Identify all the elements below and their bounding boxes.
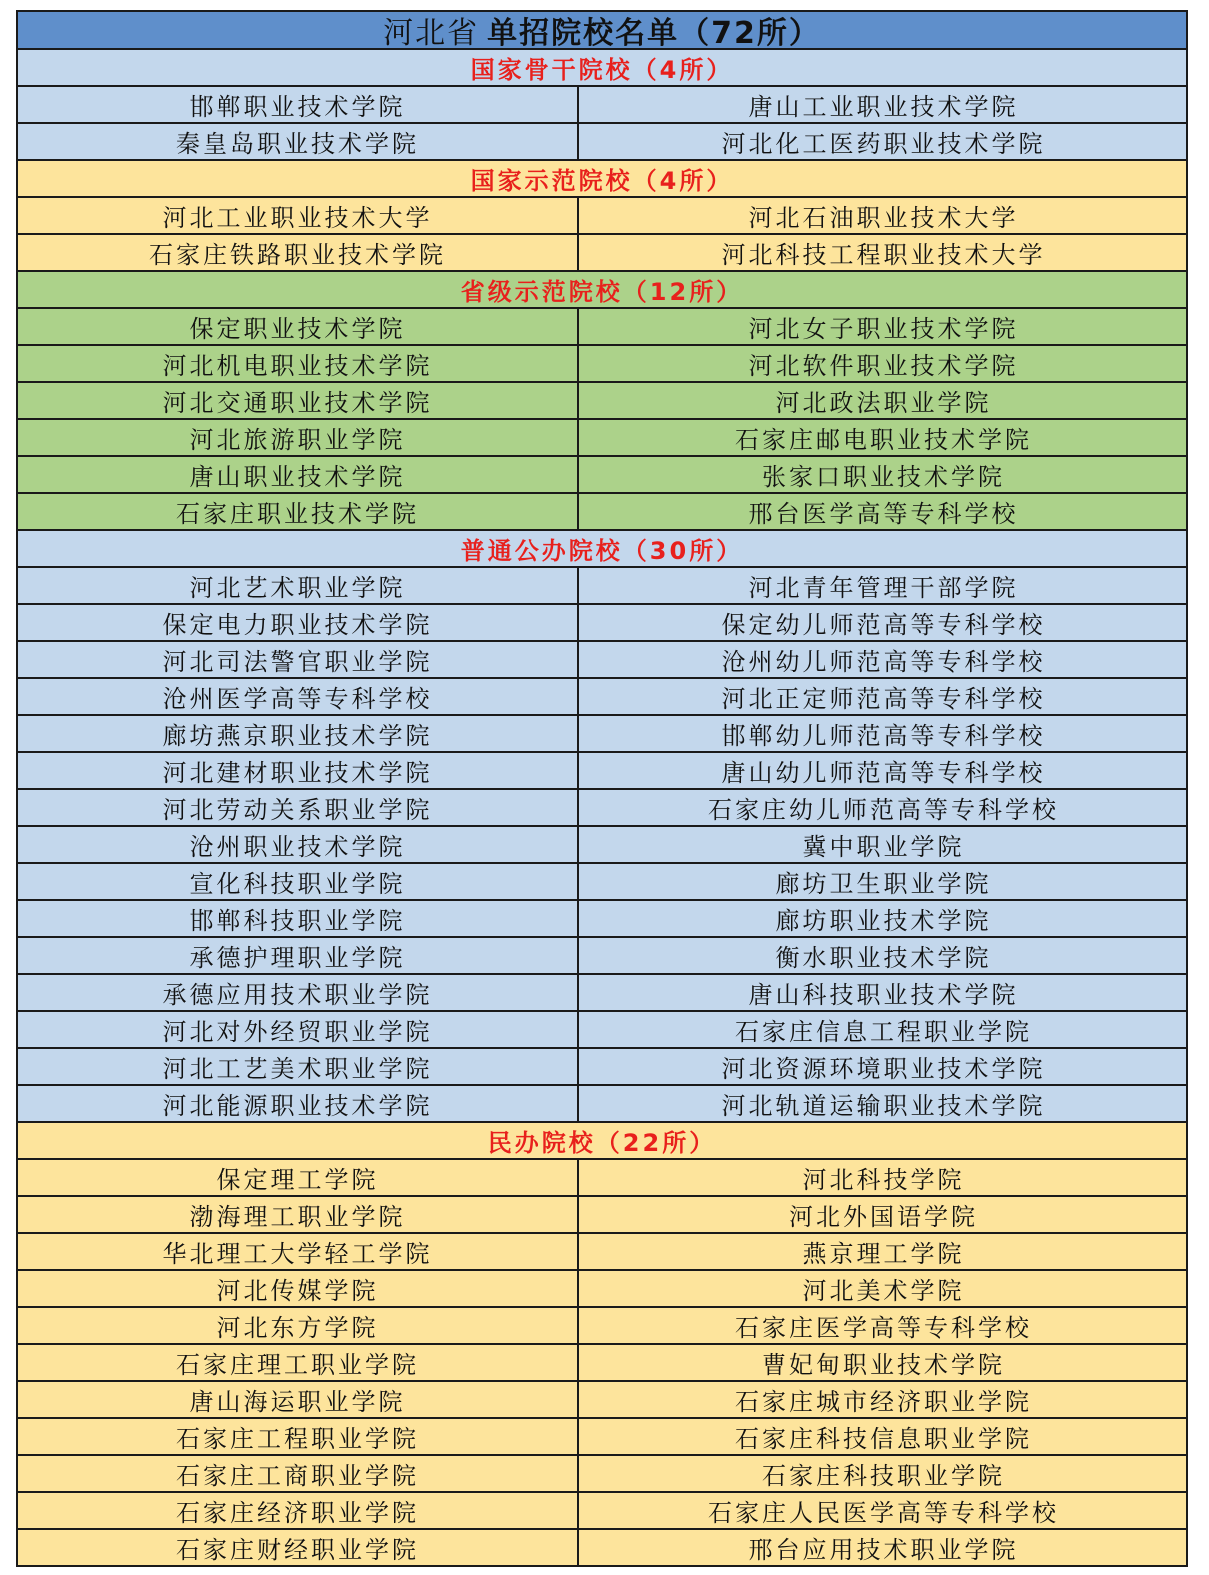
school-name-cell: 承德应用技术职业学院	[18, 975, 579, 1010]
table-row	[18, 1308, 1186, 1345]
school-name-cell: 石家庄工程职业学院	[18, 1419, 579, 1454]
school-name-cell: 河北资源环境职业技术学院	[721, 1055, 1046, 1083]
school-name-cell: 河北软件职业技术学院	[748, 352, 1019, 380]
school-name-cell: 石家庄理工职业学院	[18, 1345, 579, 1380]
title-province: 河北省	[383, 16, 480, 51]
school-name-cell: 石家庄科技职业学院	[762, 1462, 1005, 1490]
school-name-cell: 河北政法职业学院	[775, 389, 992, 417]
table-row	[18, 716, 1186, 753]
table-row	[18, 1049, 1186, 1086]
table-row	[18, 346, 1186, 383]
school-name-cell: 曹妃甸职业技术学院	[762, 1351, 1005, 1379]
school-name-cell: 沧州幼儿师范高等专科学校	[721, 648, 1046, 676]
school-name-cell: 廊坊燕京职业技术学院	[18, 716, 579, 751]
school-name-cell: 河北工艺美术职业学院	[18, 1049, 579, 1084]
table-row	[18, 938, 1186, 975]
school-name-cell: 河北对外经贸职业学院	[18, 1012, 579, 1047]
table-row	[18, 383, 1186, 420]
school-name-cell: 保定理工学院	[18, 1160, 579, 1195]
school-name-cell: 河北女子职业技术学院	[748, 315, 1019, 343]
table-row	[18, 642, 1186, 679]
table-row	[18, 1160, 1186, 1197]
table-row	[18, 679, 1186, 716]
school-name-cell: 石家庄科技信息职业学院	[735, 1425, 1032, 1453]
table-row	[18, 124, 1186, 161]
section-heading: 民办院校（22所）	[18, 1123, 1186, 1160]
table-row	[18, 420, 1186, 457]
table-row	[18, 457, 1186, 494]
school-name-cell: 邢台应用技术职业学院	[748, 1536, 1019, 1564]
title-main: 单招院校名单（72所）	[487, 16, 821, 51]
school-name-cell: 唐山幼儿师范高等专科学校	[721, 759, 1046, 787]
school-name-cell: 张家口职业技术学院	[762, 463, 1005, 491]
school-name-cell: 石家庄城市经济职业学院	[735, 1388, 1032, 1416]
school-name-cell: 河北化工医药职业技术学院	[721, 130, 1046, 158]
school-name-cell: 石家庄人民医学高等专科学校	[708, 1499, 1059, 1527]
school-name-cell: 石家庄信息工程职业学院	[735, 1018, 1032, 1046]
table-row	[18, 309, 1186, 346]
school-name-cell: 河北青年管理干部学院	[748, 574, 1019, 602]
school-name-cell: 河北传媒学院	[18, 1271, 579, 1306]
school-name-cell: 河北能源职业技术学院	[18, 1086, 579, 1121]
school-name-cell: 燕京理工学院	[802, 1240, 965, 1268]
table-title	[18, 12, 1186, 50]
table-row	[18, 827, 1186, 864]
sections-container	[18, 50, 1186, 1565]
school-name-cell: 河北建材职业技术学院	[18, 753, 579, 788]
school-name-cell: 唐山工业职业技术学院	[748, 93, 1019, 121]
table-row	[18, 975, 1186, 1012]
table-row	[18, 494, 1186, 531]
school-name-cell: 唐山科技职业技术学院	[748, 981, 1019, 1009]
school-name-cell: 石家庄财经职业学院	[18, 1530, 579, 1565]
table-row	[18, 790, 1186, 827]
table-row	[18, 1493, 1186, 1530]
school-name-cell: 河北司法警官职业学院	[18, 642, 579, 677]
school-name-cell: 沧州医学高等专科学校	[18, 679, 579, 714]
school-name-cell: 河北旅游职业学院	[18, 420, 579, 455]
table-row	[18, 1234, 1186, 1271]
school-name-cell: 保定幼儿师范高等专科学校	[721, 611, 1046, 639]
school-name-cell: 衡水职业技术学院	[775, 944, 992, 972]
school-name-cell: 华北理工大学轻工学院	[18, 1234, 579, 1269]
table-row	[18, 1382, 1186, 1419]
school-name-cell: 河北工业职业技术大学	[18, 198, 579, 233]
school-name-cell: 承德护理职业学院	[18, 938, 579, 973]
school-name-cell: 石家庄邮电职业技术学院	[735, 426, 1032, 454]
school-name-cell: 邯郸科技职业学院	[18, 901, 579, 936]
school-list-table	[16, 10, 1188, 1567]
school-name-cell: 河北正定师范高等专科学校	[721, 685, 1046, 713]
school-name-cell: 河北交通职业技术学院	[18, 383, 579, 418]
school-name-cell: 河北科技工程职业技术大学	[721, 241, 1046, 269]
school-name-cell: 宣化科技职业学院	[18, 864, 579, 899]
table-row	[18, 753, 1186, 790]
school-name-cell: 唐山海运职业学院	[18, 1382, 579, 1417]
table-row	[18, 1012, 1186, 1049]
table-row	[18, 1530, 1186, 1565]
table-row	[18, 1197, 1186, 1234]
school-name-cell: 河北石油职业技术大学	[748, 204, 1019, 232]
school-name-cell: 唐山职业技术学院	[18, 457, 579, 492]
table-row	[18, 1345, 1186, 1382]
school-name-cell: 邯郸幼儿师范高等专科学校	[721, 722, 1046, 750]
school-name-cell: 邯郸职业技术学院	[18, 87, 579, 122]
school-name-cell: 渤海理工职业学院	[18, 1197, 579, 1232]
table-row	[18, 87, 1186, 124]
school-name-cell: 河北劳动关系职业学院	[18, 790, 579, 825]
school-name-cell: 河北美术学院	[802, 1277, 965, 1305]
table-row	[18, 901, 1186, 938]
school-name-cell: 石家庄铁路职业技术学院	[18, 235, 579, 270]
table-row	[18, 568, 1186, 605]
section-heading: 省级示范院校（12所）	[18, 272, 1186, 309]
table-row	[18, 1419, 1186, 1456]
school-name-cell: 河北轨道运输职业技术学院	[721, 1092, 1046, 1120]
school-name-cell: 石家庄工商职业学院	[18, 1456, 579, 1491]
section-heading: 国家示范院校（4所）	[18, 161, 1186, 198]
section-heading: 普通公办院校（30所）	[18, 531, 1186, 568]
school-name-cell: 石家庄经济职业学院	[18, 1493, 579, 1528]
school-name-cell: 石家庄医学高等专科学校	[735, 1314, 1032, 1342]
school-name-cell: 河北外国语学院	[789, 1203, 978, 1231]
school-name-cell: 邢台医学高等专科学校	[748, 500, 1019, 528]
school-name-cell: 秦皇岛职业技术学院	[18, 124, 579, 159]
school-name-cell: 石家庄职业技术学院	[18, 494, 579, 529]
table-row	[18, 1271, 1186, 1308]
table-row	[18, 1456, 1186, 1493]
school-name-cell: 河北东方学院	[18, 1308, 579, 1343]
table-row	[18, 864, 1186, 901]
table-row	[18, 605, 1186, 642]
table-row	[18, 235, 1186, 272]
school-name-cell: 石家庄幼儿师范高等专科学校	[708, 796, 1059, 824]
school-name-cell: 冀中职业学院	[802, 833, 965, 861]
school-name-cell: 沧州职业技术学院	[18, 827, 579, 862]
school-name-cell: 廊坊职业技术学院	[775, 907, 992, 935]
school-name-cell: 河北艺术职业学院	[18, 568, 579, 603]
table-row	[18, 198, 1186, 235]
school-name-cell: 保定职业技术学院	[18, 309, 579, 344]
table-row	[18, 1086, 1186, 1123]
school-name-cell: 河北机电职业技术学院	[18, 346, 579, 381]
school-name-cell: 廊坊卫生职业学院	[775, 870, 992, 898]
school-name-cell: 保定电力职业技术学院	[18, 605, 579, 640]
school-name-cell: 河北科技学院	[802, 1166, 965, 1194]
section-heading: 国家骨干院校（4所）	[18, 50, 1186, 87]
